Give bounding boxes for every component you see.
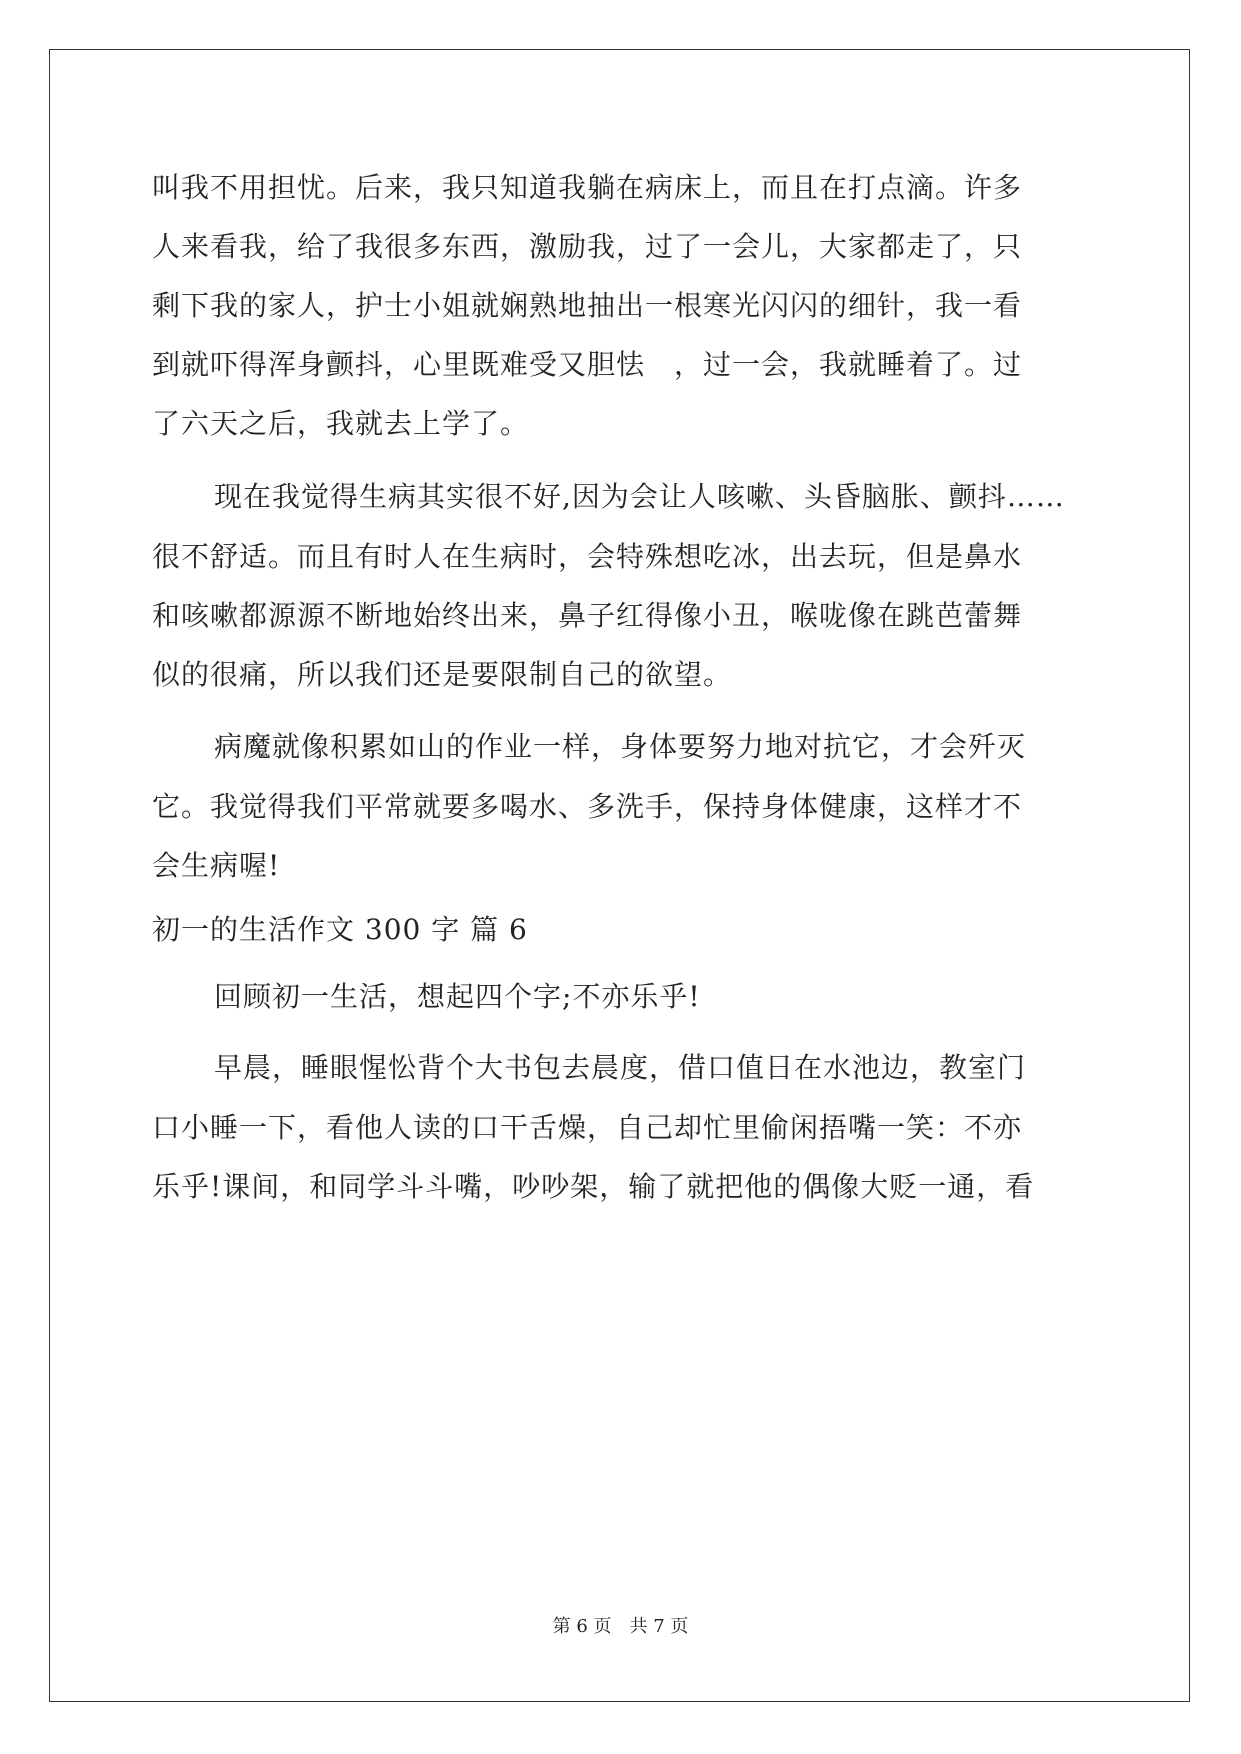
paragraph-line: 病魔就像积累如山的作业一样，身体要努力地对抗它，才会歼灭 [214,730,1027,763]
paragraph-line: 叫我不用担忧。后来，我只知道我躺在病床上，而且在打点滴。许多 [152,171,1023,204]
section-heading: 初一的生活作文 300 字 篇 6 [152,913,528,946]
paragraph-line: 很不舒适。而且有时人在生病时，会特殊想吃冰，出去玩，但是鼻水 [152,540,1023,573]
paragraph-line: 会生病喔! [152,849,281,882]
paragraph-line: 似的很痛，所以我们还是要限制自己的欲望。 [152,658,733,691]
paragraph-line: 剩下我的家人，护士小姐就娴熟地抽出一根寒光闪闪的细针，我一看 [152,289,1023,322]
paragraph-line: 现在我觉得生病其实很不好,因为会让人咳嗽、头昏脑胀、颤抖…… [214,480,1065,513]
paragraph-line: 了六天之后，我就去上学了。 [152,407,530,440]
paragraph-line: 和咳嗽都源源不断地始终出来，鼻子红得像小丑，喉咙像在跳芭蕾舞 [152,599,1023,632]
paragraph-line: 口小睡一下，看他人读的口干舌燥，自己却忙里偷闲捂嘴一笑：不亦 [152,1111,1023,1144]
page-number-footer: 第 6 页 共 7 页 [552,1616,689,1637]
paragraph-line: 它。我觉得我们平常就要多喝水、多洗手，保持身体健康，这样才不 [152,790,1023,823]
paragraph-line: 到就吓得浑身颤抖，心里既难受又胆怯 ，过一会，我就睡着了。过 [152,348,1023,381]
paragraph-line: 回顾初一生活，想起四个字;不亦乐乎! [214,980,701,1013]
paragraph-line: 人来看我，给了我很多东西，激励我，过了一会儿，大家都走了，只 [152,230,1023,263]
paragraph-line: 乐乎!课间，和同学斗斗嘴，吵吵架，输了就把他的偶像大贬一通，看 [152,1170,1035,1203]
paragraph-line: 早晨，睡眼惺忪背个大书包去晨度，借口值日在水池边，教室门 [214,1051,1027,1084]
